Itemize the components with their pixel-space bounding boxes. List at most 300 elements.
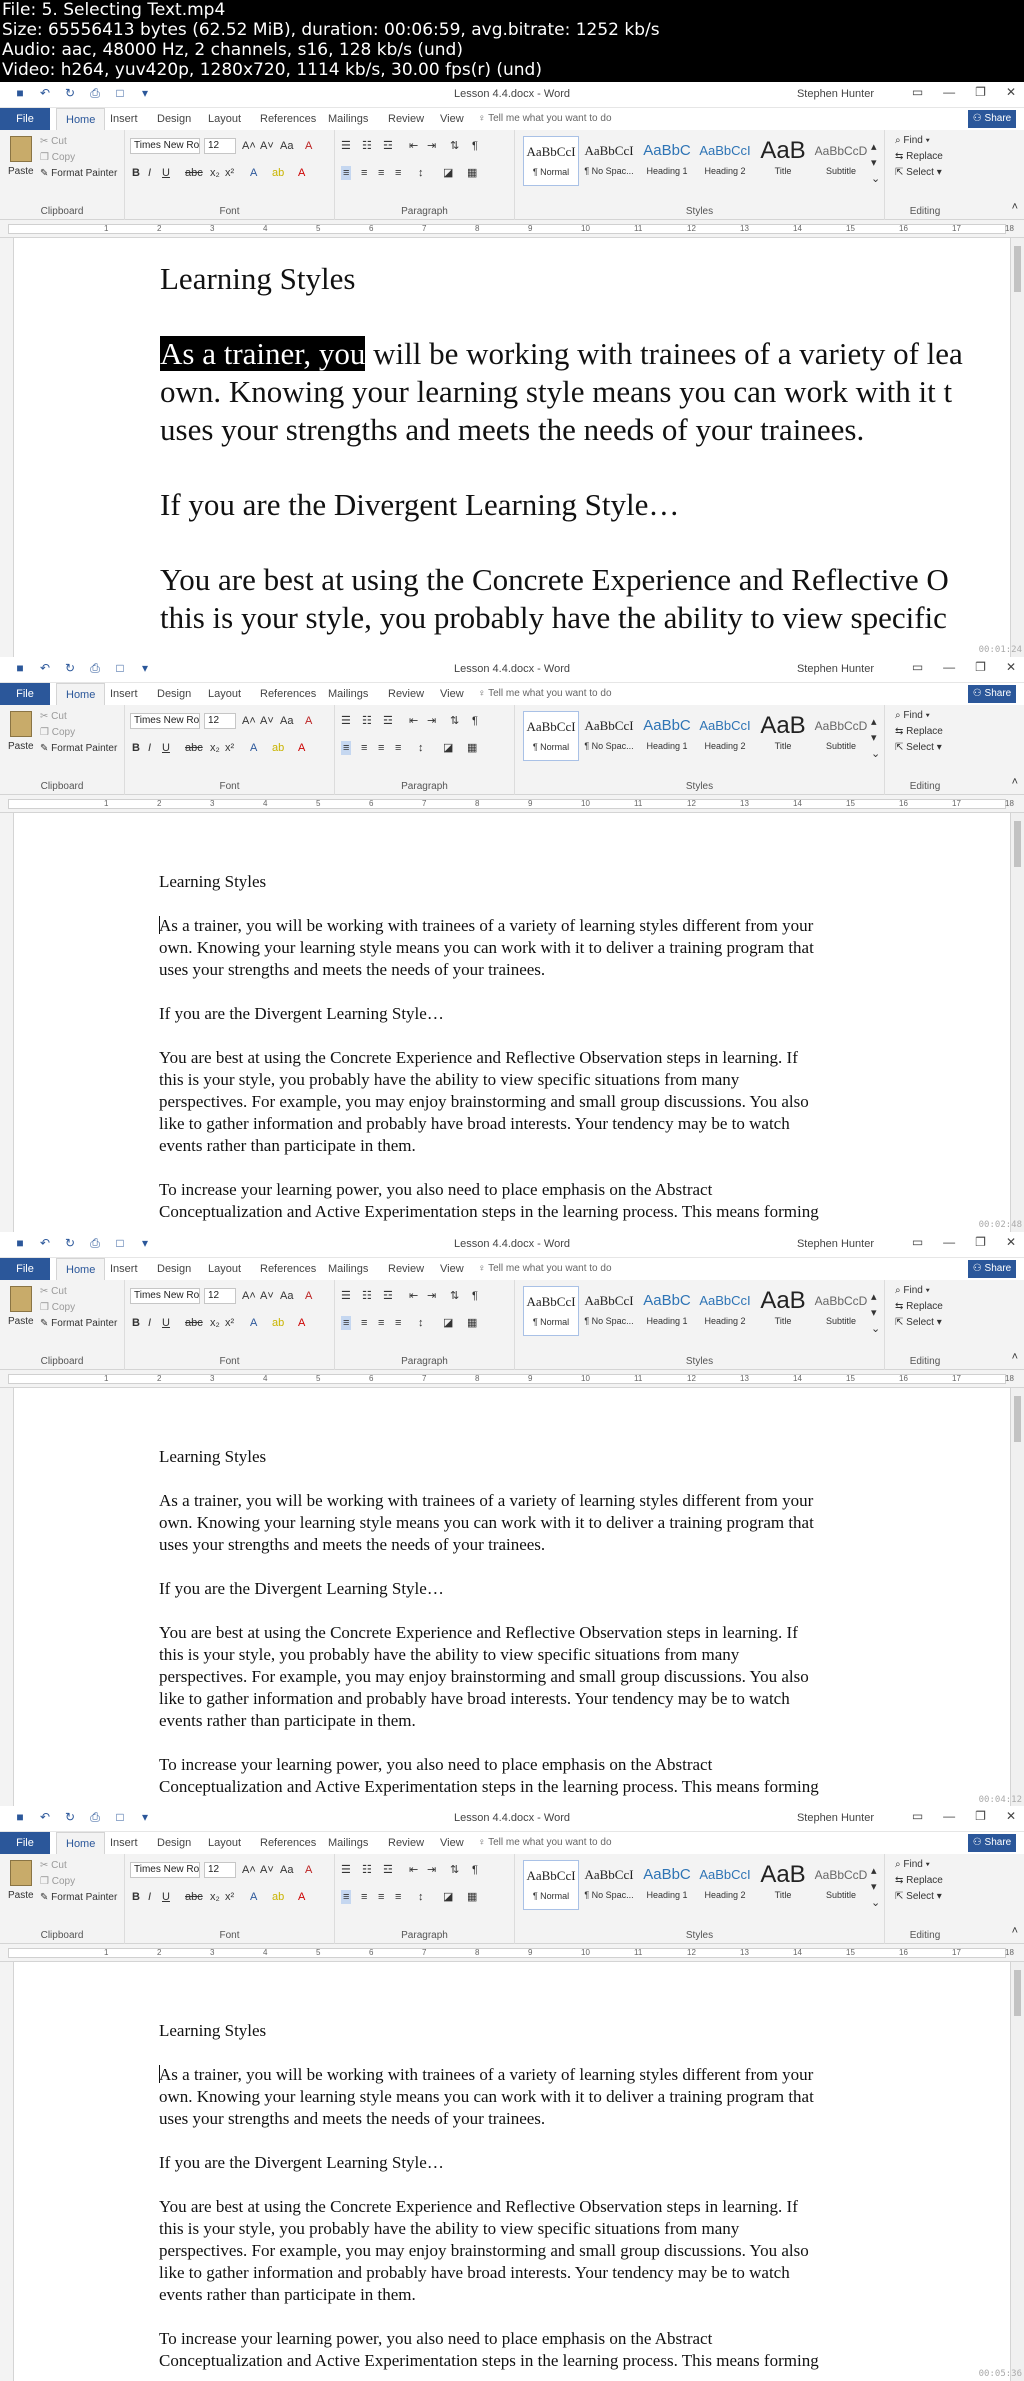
grow-font-icon[interactable]: A˄ <box>242 715 256 727</box>
style-subtitle[interactable] <box>813 136 869 186</box>
styles-scroll-up-icon[interactable]: ▴ <box>871 141 877 153</box>
styles-more-icon[interactable]: ⌄ <box>871 1323 881 1335</box>
align-right-icon[interactable]: ≡ <box>378 1891 385 1903</box>
styles-scroll-down-icon[interactable]: ▾ <box>871 1881 877 1893</box>
underline-icon[interactable]: U <box>162 742 170 754</box>
share-button[interactable] <box>968 1834 1016 1852</box>
tab-layout[interactable]: Layout <box>208 1263 242 1275</box>
styles-scroll-down-icon[interactable]: ▾ <box>871 1307 877 1319</box>
tab-review[interactable]: Review <box>388 113 425 125</box>
tab-references[interactable]: References <box>260 1263 317 1275</box>
style-normal[interactable] <box>523 711 579 761</box>
paste-button[interactable]: Paste <box>8 1316 34 1327</box>
user-name[interactable]: Stephen Hunter <box>796 1812 874 1824</box>
tell-me-box[interactable] <box>478 683 612 705</box>
save-icon[interactable]: ■ <box>16 661 24 675</box>
styles-more-icon[interactable]: ⌄ <box>871 173 881 185</box>
tab-file[interactable]: File <box>0 1832 50 1854</box>
font-color-icon[interactable]: A <box>298 167 306 179</box>
customize-qat-icon[interactable]: ▾ <box>141 1810 149 1824</box>
multilevel-list-icon[interactable]: ☲ <box>383 1290 393 1302</box>
show-formatting-icon[interactable]: ¶ <box>472 140 478 152</box>
cut-button[interactable] <box>40 711 67 722</box>
shrink-font-icon[interactable]: A˅ <box>260 1290 274 1302</box>
find-button[interactable]: ⌕ Find ▾ <box>895 1285 930 1296</box>
font-name-select[interactable]: Times New Ro <box>130 1862 200 1878</box>
grow-font-icon[interactable]: A˄ <box>242 1864 256 1876</box>
subscript-icon[interactable]: x₂ <box>210 742 220 754</box>
paste-button[interactable]: Paste <box>8 1890 34 1901</box>
tab-home[interactable]: Home <box>56 108 105 130</box>
bullets-icon[interactable]: ☰ <box>341 1290 351 1302</box>
style-no-spacing[interactable] <box>581 711 637 761</box>
clipboard-icon[interactable] <box>10 136 32 162</box>
style-name: Heading 2 <box>704 741 746 751</box>
borders-icon[interactable]: ▦ <box>467 742 478 754</box>
multilevel-list-icon[interactable]: ☲ <box>383 140 393 152</box>
collapse-ribbon-icon[interactable]: ˄ <box>1011 1925 1018 1937</box>
vertical-scrollbar[interactable] <box>1010 238 1024 657</box>
superscript-icon[interactable]: x² <box>225 1891 235 1903</box>
replace-button[interactable] <box>895 151 943 162</box>
change-case-icon[interactable]: Aa <box>280 1290 294 1302</box>
copy-button[interactable] <box>40 1302 75 1313</box>
line-spacing-icon[interactable]: ↕ <box>418 742 424 754</box>
subscript-icon[interactable]: x₂ <box>210 1317 220 1329</box>
tab-home[interactable]: Home <box>56 1832 105 1854</box>
increase-indent-icon[interactable]: ⇥ <box>427 715 437 727</box>
line-spacing-icon[interactable]: ↕ <box>418 167 424 179</box>
text-effects-icon[interactable]: A <box>250 1317 258 1329</box>
increase-indent-icon[interactable]: ⇥ <box>427 1864 437 1876</box>
shrink-font-icon[interactable]: A˅ <box>260 1864 274 1876</box>
print-icon[interactable]: ⎙ <box>90 1810 100 1824</box>
borders-icon[interactable]: ▦ <box>467 1891 478 1903</box>
horizontal-ruler[interactable] <box>0 1944 1024 1962</box>
superscript-icon[interactable]: x² <box>225 1317 235 1329</box>
close-icon[interactable]: ✕ <box>1005 1235 1016 1249</box>
close-icon[interactable]: ✕ <box>1005 85 1016 99</box>
align-center-icon[interactable]: ≡ <box>361 167 368 179</box>
select-button[interactable]: ⇱ Select ▾ <box>895 1317 942 1328</box>
clipboard-icon[interactable] <box>10 711 32 737</box>
document-page[interactable] <box>160 260 963 637</box>
styles-scroll-up-icon[interactable]: ▴ <box>871 1291 877 1303</box>
sort-icon[interactable]: ⇅ <box>450 140 460 152</box>
show-formatting-icon[interactable]: ¶ <box>472 1864 478 1876</box>
save-icon[interactable]: ■ <box>16 86 24 100</box>
style-heading-2[interactable] <box>697 1860 753 1910</box>
new-doc-icon[interactable]: □ <box>116 661 124 675</box>
change-case-icon[interactable]: Aa <box>280 715 294 727</box>
bullets-icon[interactable]: ☰ <box>341 1864 351 1876</box>
underline-icon[interactable]: U <box>162 1317 170 1329</box>
clear-formatting-icon[interactable]: A <box>305 1864 313 1876</box>
tab-design[interactable]: Design <box>157 113 192 125</box>
tab-review[interactable]: Review <box>388 688 425 700</box>
strikethrough-icon[interactable]: abc <box>185 167 203 179</box>
increase-indent-icon[interactable]: ⇥ <box>427 140 437 152</box>
horizontal-ruler[interactable] <box>0 1370 1024 1388</box>
restore-icon[interactable]: ❐ <box>975 85 986 99</box>
document-area[interactable] <box>0 238 1024 657</box>
sort-icon[interactable]: ⇅ <box>450 1864 460 1876</box>
clipboard-icon[interactable] <box>10 1286 32 1312</box>
shading-icon[interactable]: ◪ <box>443 1317 454 1329</box>
minimize-icon[interactable]: — <box>943 85 956 99</box>
clipboard-icon[interactable] <box>10 1860 32 1886</box>
decrease-indent-icon[interactable]: ⇤ <box>409 140 419 152</box>
find-button[interactable]: ⌕ Find ▾ <box>895 710 930 721</box>
bullets-icon[interactable]: ☰ <box>341 140 351 152</box>
new-doc-icon[interactable]: □ <box>116 86 124 100</box>
style-heading-2[interactable] <box>697 136 753 186</box>
paste-button[interactable]: Paste <box>8 741 34 752</box>
subscript-icon[interactable]: x₂ <box>210 1891 220 1903</box>
user-name[interactable]: Stephen Hunter <box>796 663 874 675</box>
new-doc-icon[interactable]: □ <box>116 1236 124 1250</box>
text-effects-icon[interactable]: A <box>250 167 258 179</box>
document-page[interactable] <box>159 2020 819 2372</box>
font-name-select[interactable]: Times New Ro <box>130 138 200 154</box>
replace-button[interactable] <box>895 1875 943 1886</box>
restore-icon[interactable]: ❐ <box>975 1809 986 1823</box>
vertical-scrollbar[interactable] <box>1010 1962 1024 2381</box>
numbering-icon[interactable]: ☷ <box>362 140 372 152</box>
style-title[interactable] <box>755 1286 811 1336</box>
tab-view[interactable]: View <box>440 688 464 700</box>
tab-layout[interactable]: Layout <box>208 113 242 125</box>
justify-icon[interactable]: ≡ <box>395 1317 402 1329</box>
tell-me-box[interactable] <box>478 108 612 130</box>
ruler-number: 2 <box>157 799 162 808</box>
font-color-icon[interactable]: A <box>298 1317 306 1329</box>
tab-insert[interactable]: Insert <box>110 113 138 125</box>
restore-icon[interactable]: ❐ <box>975 1235 986 1249</box>
collapse-ribbon-icon[interactable]: ˄ <box>1011 201 1018 213</box>
align-left-icon[interactable]: ≡ <box>343 1317 350 1329</box>
shrink-font-icon[interactable]: A˅ <box>260 715 274 727</box>
find-button[interactable]: ⌕ Find ▾ <box>895 135 930 146</box>
document-page[interactable] <box>159 871 819 1223</box>
font-size-select[interactable]: 12 <box>204 713 236 729</box>
copy-button[interactable] <box>40 727 75 738</box>
cut-button[interactable] <box>40 136 67 147</box>
style-normal[interactable] <box>523 1860 579 1910</box>
font-name-select[interactable]: Times New Ro <box>130 1288 200 1304</box>
style-heading-1[interactable] <box>639 1286 695 1336</box>
tab-references[interactable]: References <box>260 688 317 700</box>
underline-icon[interactable]: U <box>162 167 170 179</box>
borders-icon[interactable]: ▦ <box>467 1317 478 1329</box>
styles-scroll-down-icon[interactable]: ▾ <box>871 157 877 169</box>
bullets-icon[interactable]: ☰ <box>341 715 351 727</box>
clear-formatting-icon[interactable]: A <box>305 140 313 152</box>
underline-icon[interactable]: U <box>162 1891 170 1903</box>
align-center-icon[interactable]: ≡ <box>361 1891 368 1903</box>
style-subtitle[interactable] <box>813 1286 869 1336</box>
strikethrough-icon[interactable]: abc <box>185 1317 203 1329</box>
scroll-thumb[interactable] <box>1014 821 1021 867</box>
replace-button[interactable] <box>895 1301 943 1312</box>
tab-review[interactable]: Review <box>388 1263 425 1275</box>
customize-qat-icon[interactable]: ▾ <box>141 1236 149 1250</box>
show-formatting-icon[interactable]: ¶ <box>472 1290 478 1302</box>
italic-icon[interactable]: I <box>148 742 152 754</box>
document-area[interactable] <box>0 813 1024 1232</box>
borders-icon[interactable]: ▦ <box>467 167 478 179</box>
tab-layout[interactable]: Layout <box>208 1837 242 1849</box>
tab-home[interactable]: Home <box>56 683 105 705</box>
highlight-icon[interactable]: ab <box>272 167 285 179</box>
close-icon[interactable]: ✕ <box>1005 1809 1016 1823</box>
tab-mailings[interactable]: Mailings <box>328 1837 369 1849</box>
numbering-icon[interactable]: ☷ <box>362 715 372 727</box>
line-spacing-icon[interactable]: ↕ <box>418 1317 424 1329</box>
style-no-spacing[interactable] <box>581 1860 637 1910</box>
tab-file[interactable]: File <box>0 1258 50 1280</box>
collapse-ribbon-icon[interactable]: ˄ <box>1011 776 1018 788</box>
minimize-icon[interactable]: — <box>943 1235 956 1249</box>
replace-button[interactable] <box>895 726 943 737</box>
style-heading-1[interactable] <box>639 711 695 761</box>
tab-insert[interactable]: Insert <box>110 1837 138 1849</box>
style-title[interactable] <box>755 136 811 186</box>
align-right-icon[interactable]: ≡ <box>378 1317 385 1329</box>
ribbon-options-icon[interactable]: ▭ <box>911 85 924 99</box>
text-effects-icon[interactable]: A <box>250 742 258 754</box>
close-icon[interactable]: ✕ <box>1005 660 1016 674</box>
title-bar <box>0 1232 1024 1258</box>
numbering-icon[interactable]: ☷ <box>362 1290 372 1302</box>
copy-button[interactable] <box>40 1876 75 1887</box>
select-button[interactable]: ⇱ Select ▾ <box>895 167 942 178</box>
collapse-ribbon-icon[interactable]: ˄ <box>1011 1351 1018 1363</box>
tab-mailings[interactable]: Mailings <box>328 688 369 700</box>
share-button[interactable] <box>968 685 1016 703</box>
customize-qat-icon[interactable]: ▾ <box>141 86 149 100</box>
highlight-icon[interactable]: ab <box>272 1317 285 1329</box>
undo-icon[interactable]: ↶ <box>39 86 51 100</box>
copy-button[interactable] <box>40 152 75 163</box>
style-no-spacing[interactable] <box>581 1286 637 1336</box>
tab-review[interactable]: Review <box>388 1837 425 1849</box>
justify-icon[interactable]: ≡ <box>395 1891 402 1903</box>
style-subtitle[interactable] <box>813 1860 869 1910</box>
increase-indent-icon[interactable]: ⇥ <box>427 1290 437 1302</box>
bold-icon[interactable]: B <box>132 742 140 754</box>
sort-icon[interactable]: ⇅ <box>450 715 460 727</box>
paintbrush-icon: ✎ <box>40 168 52 179</box>
print-icon[interactable]: ⎙ <box>90 1236 100 1250</box>
tab-view[interactable]: View <box>440 1837 464 1849</box>
line-spacing-icon[interactable]: ↕ <box>418 1891 424 1903</box>
highlight-icon[interactable]: ab <box>272 742 285 754</box>
restore-icon[interactable]: ❐ <box>975 660 986 674</box>
style-subtitle[interactable] <box>813 711 869 761</box>
document-area[interactable] <box>0 1388 1024 1807</box>
change-case-icon[interactable]: Aa <box>280 1864 294 1876</box>
print-icon[interactable]: ⎙ <box>90 661 100 675</box>
tab-layout[interactable]: Layout <box>208 688 242 700</box>
undo-icon[interactable]: ↶ <box>39 1810 51 1824</box>
align-right-icon[interactable]: ≡ <box>378 742 385 754</box>
undo-icon[interactable]: ↶ <box>39 1236 51 1250</box>
customize-qat-icon[interactable]: ▾ <box>141 661 149 675</box>
cut-button[interactable] <box>40 1286 67 1297</box>
align-center-icon[interactable]: ≡ <box>361 742 368 754</box>
tab-mailings[interactable]: Mailings <box>328 113 369 125</box>
format-painter-button[interactable] <box>40 168 117 179</box>
align-left-icon[interactable]: ≡ <box>343 1891 350 1903</box>
align-left-icon[interactable]: ≡ <box>343 742 350 754</box>
superscript-icon[interactable]: x² <box>225 742 235 754</box>
scroll-thumb[interactable] <box>1014 1396 1021 1442</box>
styles-scroll-down-icon[interactable]: ▾ <box>871 732 877 744</box>
shading-icon[interactable]: ◪ <box>443 1891 454 1903</box>
horizontal-ruler[interactable] <box>0 220 1024 238</box>
horizontal-ruler[interactable] <box>0 795 1024 813</box>
bold-icon[interactable]: B <box>132 1891 140 1903</box>
ribbon-options-icon[interactable]: ▭ <box>911 1235 924 1249</box>
vertical-scrollbar[interactable] <box>1010 1388 1024 1807</box>
tab-home[interactable]: Home <box>56 1258 105 1280</box>
format-painter-button[interactable] <box>40 743 117 754</box>
ribbon-options-icon[interactable]: ▭ <box>911 660 924 674</box>
decrease-indent-icon[interactable]: ⇤ <box>409 1290 419 1302</box>
paste-button[interactable]: Paste <box>8 166 34 177</box>
highlight-icon[interactable]: ab <box>272 1891 285 1903</box>
minimize-icon[interactable]: — <box>943 660 956 674</box>
justify-icon[interactable]: ≡ <box>395 167 402 179</box>
font-name-select[interactable]: Times New Ro <box>130 713 200 729</box>
show-formatting-icon[interactable]: ¶ <box>472 715 478 727</box>
strikethrough-icon[interactable]: abc <box>185 742 203 754</box>
change-case-icon[interactable]: Aa <box>280 140 294 152</box>
styles-scroll-up-icon[interactable]: ▴ <box>871 1865 877 1877</box>
tab-references[interactable]: References <box>260 1837 317 1849</box>
align-left-icon[interactable]: ≡ <box>343 167 350 179</box>
undo-icon[interactable]: ↶ <box>39 661 51 675</box>
style-heading-1[interactable] <box>639 136 695 186</box>
italic-icon[interactable]: I <box>148 1317 152 1329</box>
style-no-spacing[interactable] <box>581 136 637 186</box>
style-heading-1[interactable] <box>639 1860 695 1910</box>
clear-formatting-icon[interactable]: A <box>305 715 313 727</box>
font-size-select[interactable]: 12 <box>204 1288 236 1304</box>
styles-more-icon[interactable]: ⌄ <box>871 1897 881 1909</box>
tab-mailings[interactable]: Mailings <box>328 1263 369 1275</box>
tell-me-box[interactable] <box>478 1258 612 1280</box>
cut-button[interactable] <box>40 1860 67 1871</box>
format-painter-button[interactable] <box>40 1318 117 1329</box>
shading-icon[interactable]: ◪ <box>443 167 454 179</box>
user-name[interactable]: Stephen Hunter <box>796 88 874 100</box>
format-painter-button[interactable] <box>40 1892 117 1903</box>
document-area[interactable] <box>0 1962 1024 2381</box>
style-normal[interactable] <box>523 1286 579 1336</box>
font-size-select[interactable]: 12 <box>204 138 236 154</box>
superscript-icon[interactable]: x² <box>225 167 235 179</box>
style-heading-2[interactable] <box>697 711 753 761</box>
decrease-indent-icon[interactable]: ⇤ <box>409 715 419 727</box>
shrink-font-icon[interactable]: A˅ <box>260 140 274 152</box>
tab-insert[interactable]: Insert <box>110 1263 138 1275</box>
tab-design[interactable]: Design <box>157 1263 192 1275</box>
tab-view[interactable]: View <box>440 113 464 125</box>
share-button[interactable] <box>968 1260 1016 1278</box>
font-color-icon[interactable]: A <box>298 742 306 754</box>
shading-icon[interactable]: ◪ <box>443 742 454 754</box>
styles-more-icon[interactable]: ⌄ <box>871 748 881 760</box>
redo-icon[interactable]: ↻ <box>64 661 76 675</box>
style-title[interactable] <box>755 711 811 761</box>
find-button[interactable]: ⌕ Find ▾ <box>895 1859 930 1870</box>
scroll-thumb[interactable] <box>1014 1970 1021 2016</box>
select-button[interactable]: ⇱ Select ▾ <box>895 742 942 753</box>
ribbon-options-icon[interactable]: ▭ <box>911 1809 924 1823</box>
user-name[interactable]: Stephen Hunter <box>796 1238 874 1250</box>
sort-icon[interactable]: ⇅ <box>450 1290 460 1302</box>
align-center-icon[interactable]: ≡ <box>361 1317 368 1329</box>
justify-icon[interactable]: ≡ <box>395 742 402 754</box>
strikethrough-icon[interactable]: abc <box>185 1891 203 1903</box>
font-color-icon[interactable]: A <box>298 1891 306 1903</box>
font-size-select[interactable]: 12 <box>204 1862 236 1878</box>
text-effects-icon[interactable]: A <box>250 1891 258 1903</box>
minimize-icon[interactable]: — <box>943 1809 956 1823</box>
tab-references[interactable]: References <box>260 113 317 125</box>
save-icon[interactable]: ■ <box>16 1810 24 1824</box>
share-button[interactable] <box>968 110 1016 128</box>
subscript-icon[interactable]: x₂ <box>210 167 220 179</box>
style-heading-2[interactable] <box>697 1286 753 1336</box>
clear-formatting-icon[interactable]: A <box>305 1290 313 1302</box>
select-button[interactable]: ⇱ Select ▾ <box>895 1891 942 1902</box>
bold-icon[interactable]: B <box>132 167 140 179</box>
multilevel-list-icon[interactable]: ☲ <box>383 1864 393 1876</box>
bold-icon[interactable]: B <box>132 1317 140 1329</box>
redo-icon[interactable]: ↻ <box>64 1236 76 1250</box>
tab-design[interactable]: Design <box>157 688 192 700</box>
styles-scroll-up-icon[interactable]: ▴ <box>871 716 877 728</box>
style-title[interactable] <box>755 1860 811 1910</box>
align-right-icon[interactable]: ≡ <box>378 167 385 179</box>
italic-icon[interactable]: I <box>148 1891 152 1903</box>
save-icon[interactable]: ■ <box>16 1236 24 1250</box>
grow-font-icon[interactable]: A˄ <box>242 1290 256 1302</box>
redo-icon[interactable]: ↻ <box>64 86 76 100</box>
vertical-scrollbar[interactable] <box>1010 813 1024 1232</box>
multilevel-list-icon[interactable]: ☲ <box>383 715 393 727</box>
grow-font-icon[interactable]: A˄ <box>242 140 256 152</box>
tab-file[interactable]: File <box>0 683 50 705</box>
redo-icon[interactable]: ↻ <box>64 1810 76 1824</box>
tab-view[interactable]: View <box>440 1263 464 1275</box>
italic-icon[interactable]: I <box>148 167 152 179</box>
style-normal[interactable] <box>523 136 579 186</box>
tab-file[interactable]: File <box>0 108 50 130</box>
scroll-thumb[interactable] <box>1014 246 1021 292</box>
document-page[interactable] <box>159 1446 819 1798</box>
tab-design[interactable]: Design <box>157 1837 192 1849</box>
print-icon[interactable]: ⎙ <box>90 86 100 100</box>
tell-me-box[interactable] <box>478 1832 612 1854</box>
tab-insert[interactable]: Insert <box>110 688 138 700</box>
new-doc-icon[interactable]: □ <box>116 1810 124 1824</box>
numbering-icon[interactable]: ☷ <box>362 1864 372 1876</box>
decrease-indent-icon[interactable]: ⇤ <box>409 1864 419 1876</box>
